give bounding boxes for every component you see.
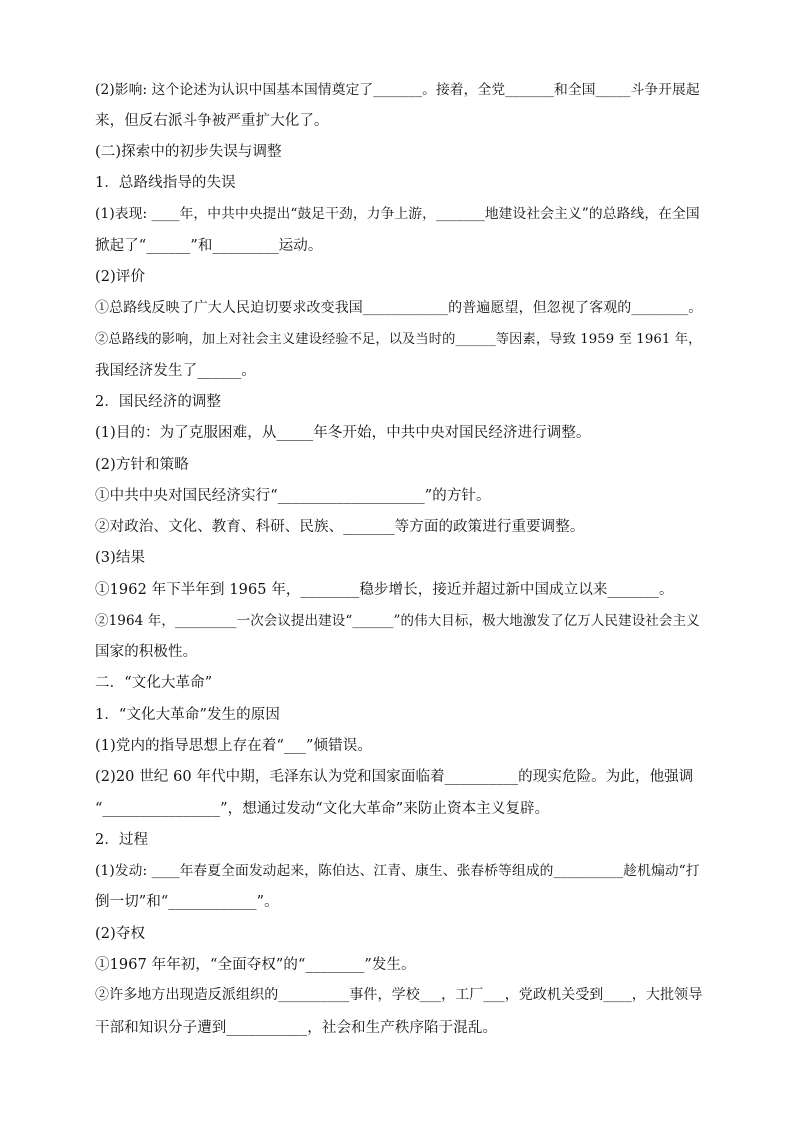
section-heading: 二．“文化大革命” [95, 675, 213, 691]
text-line: 我国经济发生了______。 [95, 363, 256, 379]
text-line: ②总路线的影响，加上对社会主义建设经验不足，以及当时的______等因素，导致 1959 至 1961 年， [95, 332, 702, 347]
text-line: ②1964 年，_________一次会议提出建设“______”的伟大目标，极大地激发了亿万人民建设社会主义 [95, 613, 700, 629]
text-line: 干部和知识分子遭到___________，社会和生产秩序陷于混乱。 [95, 1020, 498, 1036]
subsection-heading: 1．“文化大革命”发生的原因 [95, 707, 280, 723]
subsection-heading: 2．国民经济的调整 [95, 394, 222, 410]
text-line: (2)影响: 这个论述为认识中国基本国情奠定了_______。接着，全党_______和全国_____斗争开展起 [95, 82, 700, 98]
text-line: ①中共中央对国民经济实行“____________________”的方针。 [95, 488, 491, 504]
item-heading: (3)结果 [95, 550, 146, 566]
text-line: (1)目的：为了克服困难，从_____年冬开始，中共中央对国民经济进行调整。 [95, 425, 591, 441]
item-heading: (2)评价 [95, 269, 146, 285]
text-line: ①1967 年年初，“全面夺权”的“________”发生。 [95, 957, 416, 973]
text-line: ②许多地方出现造反派组织的__________事件，学校___，工厂___，党政机关受到____，大批领导 [95, 987, 703, 1003]
text-line: 来，但反右派斗争被严重扩大化了。 [95, 113, 329, 129]
text-line: “________________”，想通过发动“文化大革命”来防止资本主义复辟。 [95, 801, 550, 817]
text-line: ①总路线反映了广大人民迫切要求改变我国____________的普遍愿望，但忽视了客观的________。 [95, 300, 703, 316]
text-line: (1)发动: ____年春夏全面发动起来，陈伯达、江青、康生、张春桥等组成的__________趁机煽动“打 [95, 863, 700, 879]
text-line: (2)20 世纪 60 年代中期，毛泽东认为党和国家面临着__________的现实危险。为此，他强调 [95, 769, 694, 785]
item-heading: (2)夺权 [95, 926, 146, 942]
text-line: 倒一切”和“____________”。 [95, 894, 279, 910]
item-heading: (2)方针和策略 [95, 457, 189, 473]
subsection-heading: 2．过程 [95, 832, 149, 848]
subsection-heading: 1．总路线指导的失误 [95, 175, 236, 191]
text-line: 国家的积极性。 [95, 644, 198, 660]
section-heading: (二)探索中的初步失误与调整 [95, 144, 282, 160]
text-line: ①1962 年下半年到 1965 年，________稳步增长，接近并超过新中国成立以来_______。 [95, 582, 674, 598]
text-line: (1)表现: ____年，中共中央提出“鼓足干劲，力争上游，_______地建设社会主义”的总路线，在全国 [95, 206, 700, 222]
text-line: ②对政治、文化、教育、科研、民族、_______等方面的政策进行重要调整。 [95, 519, 585, 535]
text-line: 掀起了“______”和_________运动。 [95, 238, 323, 254]
text-line: (1)党内的指导思想上存在着“___”倾错误。 [95, 738, 372, 754]
